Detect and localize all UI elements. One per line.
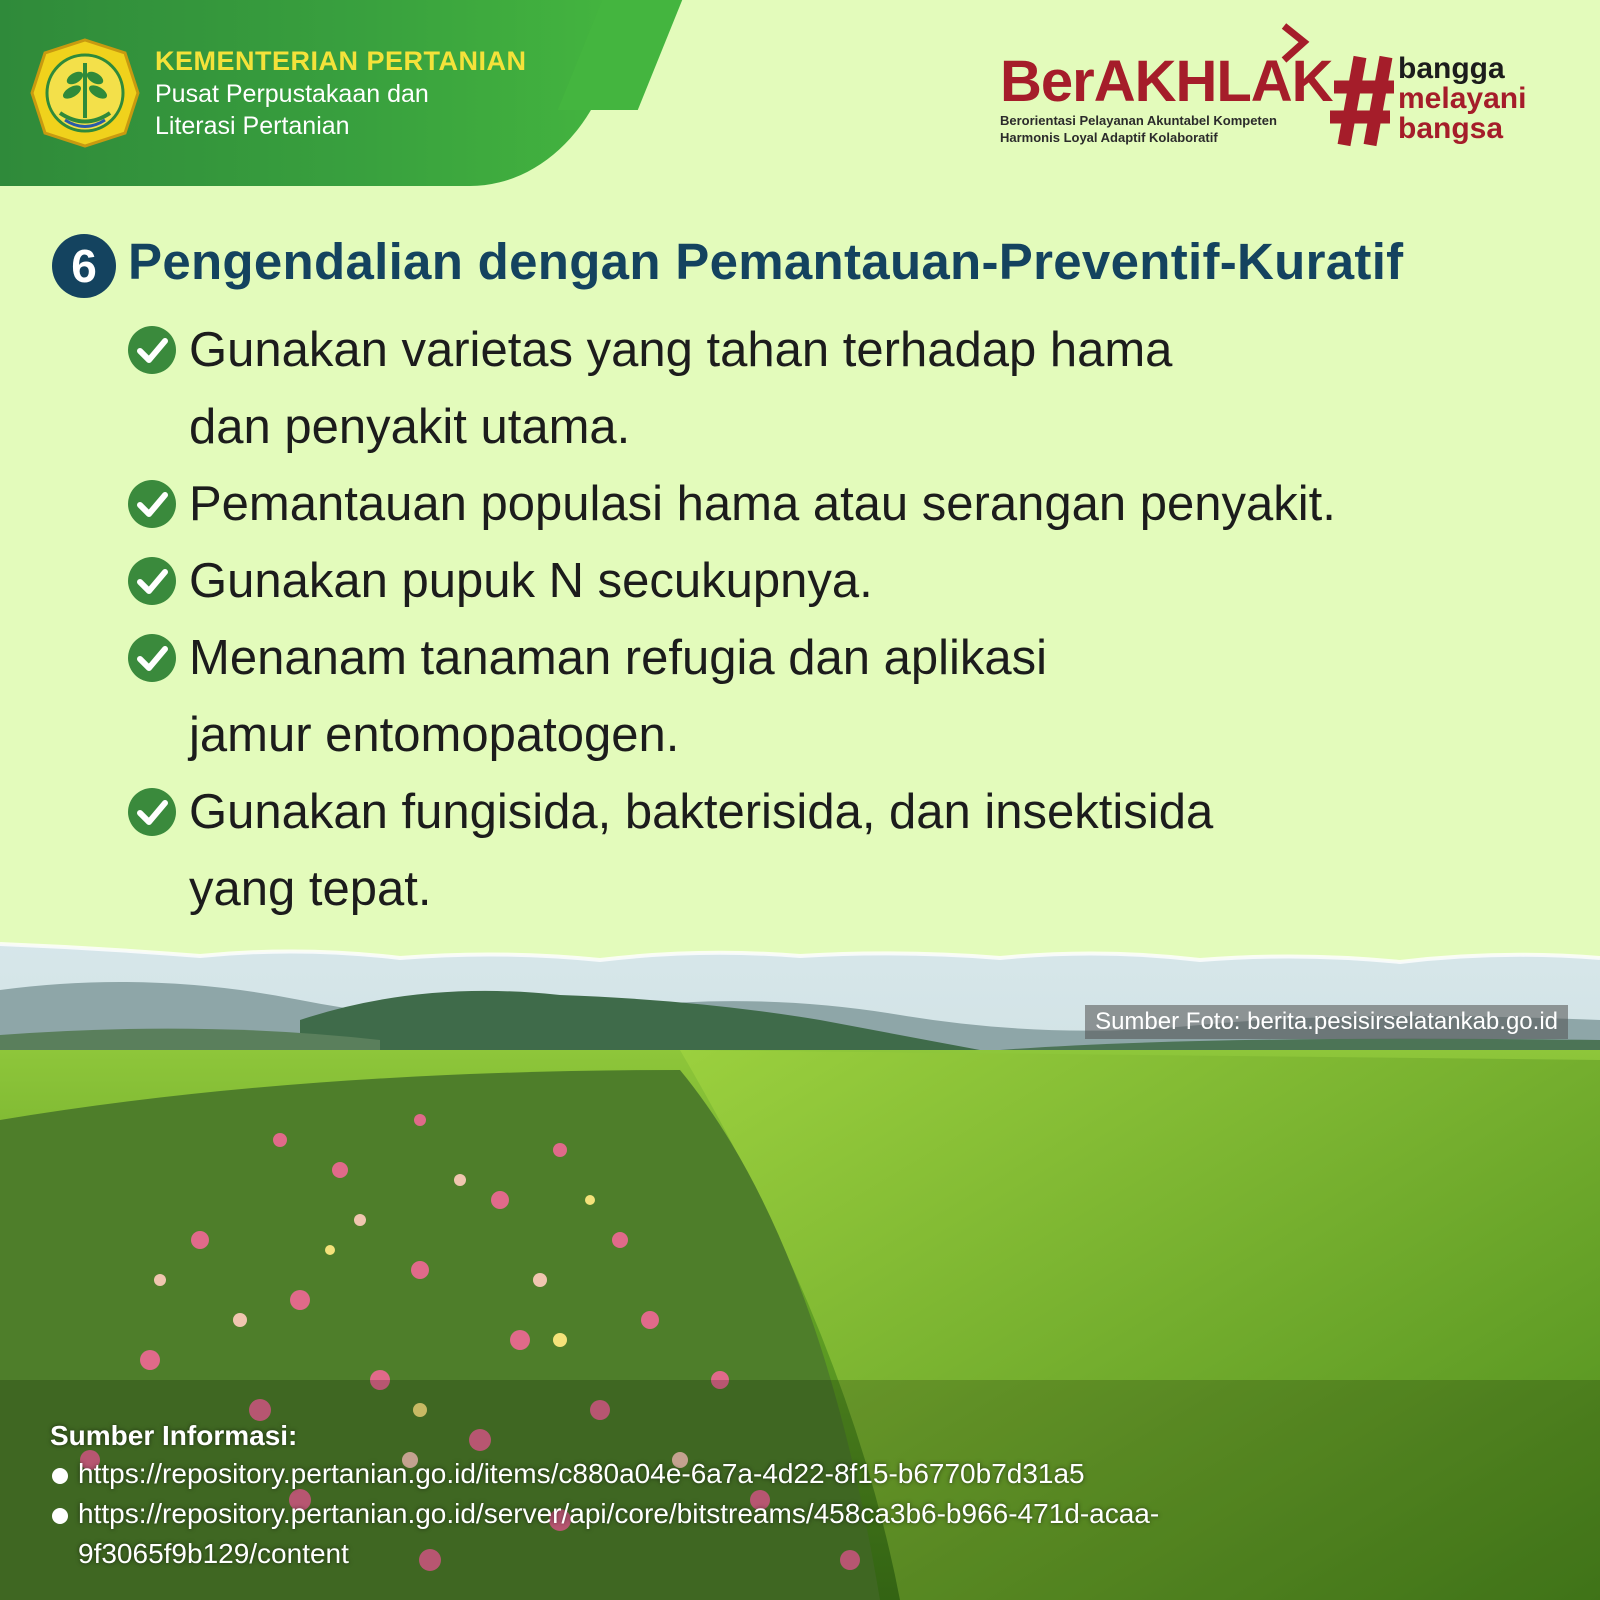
checklist-item [125,620,1565,774]
checklist-item [125,466,1565,543]
checklist-item-line1: Gunakan fungisida, bakterisida, dan insektisida [189,785,1214,839]
org-sub-line1: Pusat Perpustakaan dan [155,80,429,108]
ministry-emblem-icon [30,38,140,148]
berakhlak-values-line1: Berorientasi Pelayanan Akuntabel Kompeten [1000,113,1277,128]
chevron-right-icon [1280,22,1310,64]
checklist-item-line1: Gunakan varietas yang tahan terhadap hama [189,323,1173,377]
checkmark-icon [127,479,177,529]
berakhlak-logo [1000,49,1333,146]
bullet-icon [52,1468,68,1484]
hashtag-icon [1330,55,1396,147]
hashtag-line3: bangsa [1398,112,1504,145]
checkmark-icon [127,556,177,606]
checkmark-icon [127,325,177,375]
sources-title: Sumber Informasi: [50,1420,298,1451]
section-number: 6 [52,234,116,298]
checklist-item [125,543,1565,620]
checkmark-icon [127,787,177,837]
berakhlak-values-line2: Harmonis Loyal Adaptif Kolaboratif [1000,130,1218,145]
org-identity [155,46,527,141]
checklist-item-line2: dan penyakit utama. [189,400,631,454]
bullet-icon [52,1508,68,1524]
checklist-item-line1: Pemantauan populasi hama atau serangan penyakit. [189,477,1336,531]
berakhlak-word: BerAKHLAK [1000,49,1333,114]
checklist-item-line2: yang tepat. [189,862,432,916]
hashtag-line1: bangga [1398,52,1505,85]
source-link-text-cont[interactable]: 9f3065f9b129/content [78,1538,349,1569]
hashtag-text [1398,54,1526,144]
checklist-item [125,774,1565,928]
source-link-text[interactable]: https://repository.pertanian.go.id/server/api/core/bitstreams/458ca3b6-b966-471d-acaa- [78,1498,1160,1529]
hashtag-line2: melayani [1398,82,1527,115]
checkmark-icon [127,633,177,683]
org-sub-line2: Literasi Pertanian [155,112,350,140]
checklist-item-line1: Menanam tanaman refugia dan aplikasi [189,631,1048,685]
source-link[interactable] [50,1454,1550,1494]
source-link[interactable] [50,1494,1550,1574]
checklist-item [125,312,1565,466]
section-title: Pengendalian dengan Pemantauan-Preventif-Kuratif [128,233,1404,290]
source-link-text[interactable]: https://repository.pertanian.go.id/items/c880a04e-6a7a-4d22-8f15-b6770b7d31a5 [78,1458,1085,1489]
checklist-item-line1: Gunakan pupuk N secukupnya. [189,554,873,608]
checklist-item-line2: jamur entomopatogen. [189,708,680,762]
photo-credit: Sumber Foto: berita.pesisirselatankab.go.id [1085,1005,1568,1039]
checklist [125,312,1565,928]
org-name: KEMENTERIAN PERTANIAN [155,46,527,76]
sources-block [50,1418,1550,1574]
